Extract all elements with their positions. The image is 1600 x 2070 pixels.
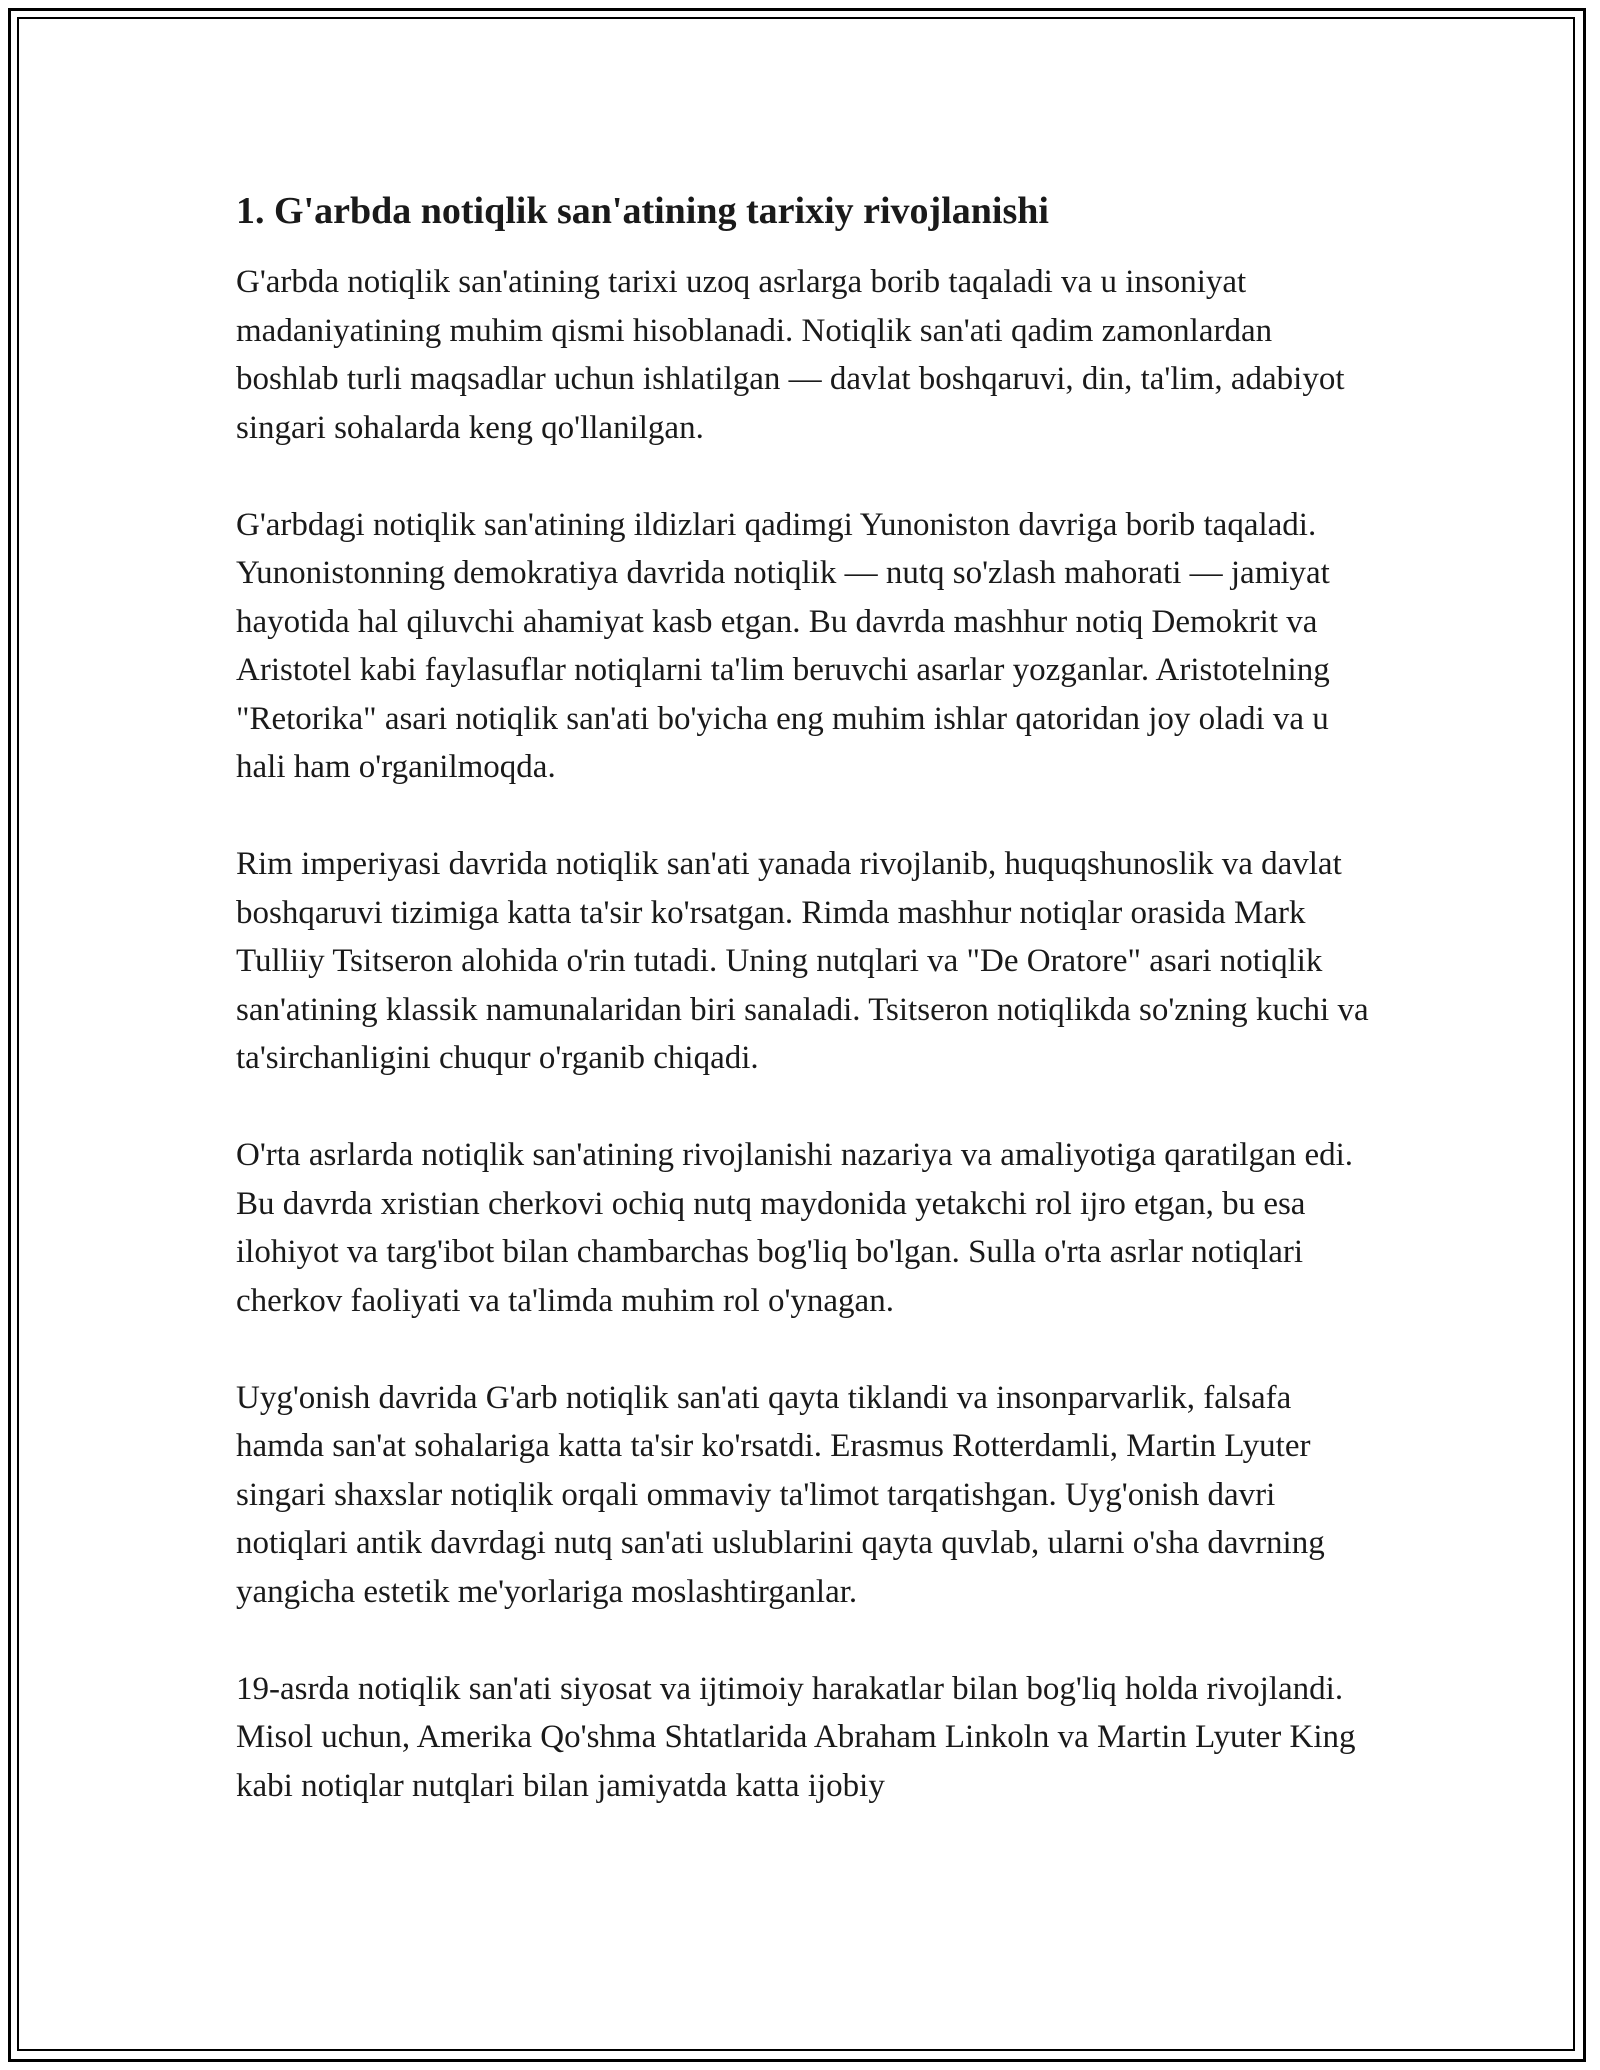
document-body <box>236 185 1376 1859</box>
paragraph-5: Uyg'onish davrida G'arb notiqlik san'ati qayta tiklandi va insonparvarlik, falsafa hamda san'at sohalariga katta ta'sir ko'rsatdi. Erasmus Rotterdamli, Martin Lyuter singari shaxslar notiqlik orqali ommaviy ta'limot tarqatishgan. Uyg'onish davri notiqlari antik davrdagi nutq san'ati uslublarini qayta quvlab, ularni o'sha davrning yangicha estetik me'yorlariga moslashtirganlar. <box>236 1379 1325 1610</box>
paragraph-4: O'rta asrlarda notiqlik san'atining rivojlanishi nazariya va amaliyotiga qaratilgan edi. Bu davrda xristian cherkovi ochiq nutq maydonida yetakchi rol ijro etgan, bu esa ilohiyot va targ'ibot bilan chambarchas bog'liq bo'lgan. Sulla o'rta asrlar notiqlari cherkov faoliyati va ta'limda muhim rol o'ynagan. <box>236 1137 1354 1319</box>
section-title: 1. G'arbda notiqlik san'atining tarixiy rivojlanishi <box>236 190 1049 232</box>
paragraph-1: G'arbda notiqlik san'atining tarixi uzoq asrlarga borib taqaladi va u insoniyat madaniyatining muhim qismi hisoblanadi. Notiqlik san'ati qadim zamonlardan boshlab turli maqsadlar uchun ishlatilgan — davlat boshqaruvi, din, ta'lim, adabiyot singari sohalarda keng qo'llanilgan. <box>236 264 1345 446</box>
paragraph-3: Rim imperiyasi davrida notiqlik san'ati yanada rivojlanib, huquqshunoslik va davlat boshqaruvi tizimiga katta ta'sir ko'rsatgan. Rimda mashhur notiqlar orasida Mark Tulliiy Tsitseron alohida o'rin tutadi. Uning nutqlari va "De Oratore" asari notiqlik san'atining klassik namunalaridan biri sanaladi. Tsitseron notiqlikda so'zning kuchi va ta'sirchanligini chuqur o'rganib chiqadi. <box>236 846 1369 1076</box>
paragraph-2: G'arbdagi notiqlik san'atining ildizlari qadimgi Yunoniston davriga borib taqaladi. Yunonistonning demokratiya davrida notiqlik — nutq so'zlash mahorati — jamiyat hayotida hal qiluvchi ahamiyat kasb etgan. Bu davrda mashhur notiq Demokrit va Aristotel kabi faylasuflar notiqlarni ta'lim beruvchi asarlar yozganlar. Aristotelning "Retorika" asari notiqlik san'ati bo'yicha eng muhim ishlar qatoridan joy oladi va u hali ham o'rganilmoqda. <box>236 506 1330 785</box>
paragraph-6: 19-asrda notiqlik san'ati siyosat va ijtimoiy harakatlar bilan bog'liq holda rivojlandi. Misol uchun, Amerika Qo'shma Shtatlarida Abraham Linkoln va Martin Lyuter King kabi notiqlar nutqlari bilan jamiyatda katta ijobiy <box>236 1670 1356 1804</box>
